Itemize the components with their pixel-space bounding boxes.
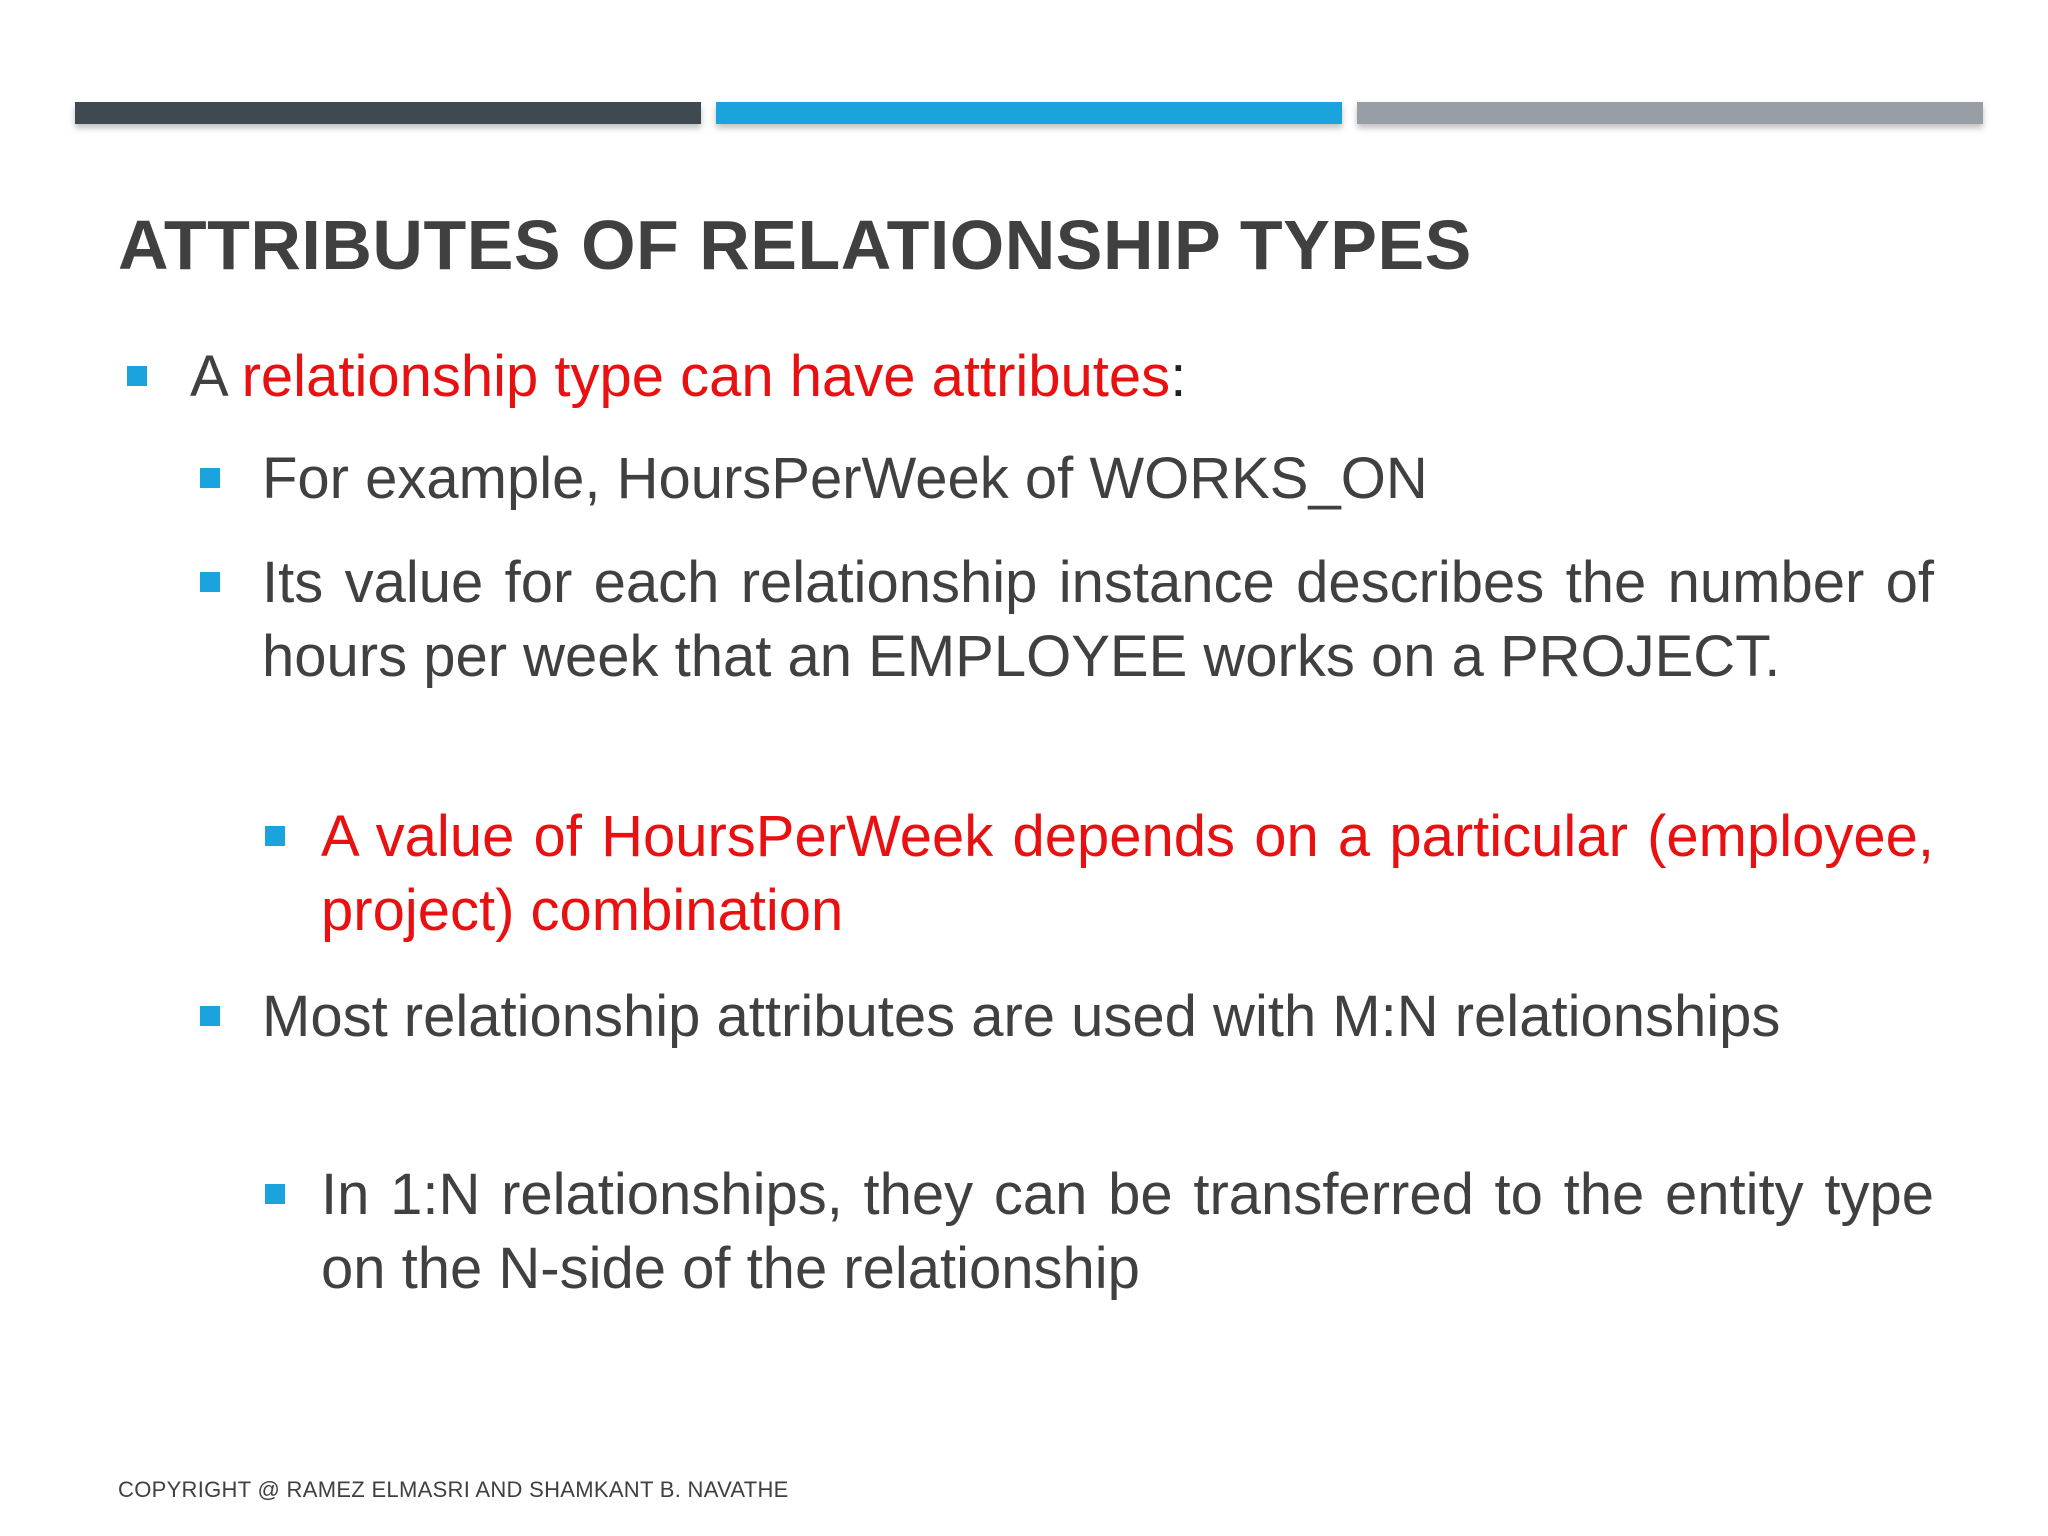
bullet-level3-depends-on-combination: [321, 800, 1934, 948]
bullet-level3-1n-transfer: [321, 1158, 1934, 1306]
bullet-suffix: :: [1170, 344, 1187, 409]
bullet-square-icon: [200, 572, 220, 592]
bullet-level2-mn-relationships: [262, 980, 1934, 1054]
bullet-level2-value-description: [262, 546, 1934, 694]
bullet-highlight: relationship type can have attributes: [241, 344, 1171, 409]
bullet-square-icon: [265, 1184, 285, 1204]
bullet-square-icon: [265, 826, 285, 846]
bullet-square-icon: [200, 468, 220, 488]
slide-title: ATTRIBUTES OF RELATIONSHIP TYPES: [118, 206, 1472, 284]
bullet-square-icon: [200, 1006, 220, 1026]
bullet-square-icon: [127, 366, 147, 386]
bullet-level2-example: [262, 442, 1934, 516]
bullet-text: For example, HoursPerWeek of WORKS_ON: [262, 446, 1428, 511]
bullet-text: Its value for each relationship instance describes the number of hours per week that an EMPLOYEE works on a PROJECT.: [262, 550, 1934, 689]
copyright-footer: COPYRIGHT @ RAMEZ ELMASRI AND SHAMKANT B. NAVATHE: [118, 1477, 789, 1502]
bullet-text: In 1:N relationships, they can be transferred to the entity type on the N-side of the relationship: [321, 1162, 1934, 1301]
bullet-text: A value of HoursPerWeek depends on a particular (employee, project) combination: [321, 804, 1934, 943]
bullet-text: Most relationship attributes are used with M:N relationships: [262, 984, 1781, 1049]
bullet-level1-relationship-attributes: [190, 340, 1940, 414]
bullet-prefix: A: [190, 344, 242, 409]
